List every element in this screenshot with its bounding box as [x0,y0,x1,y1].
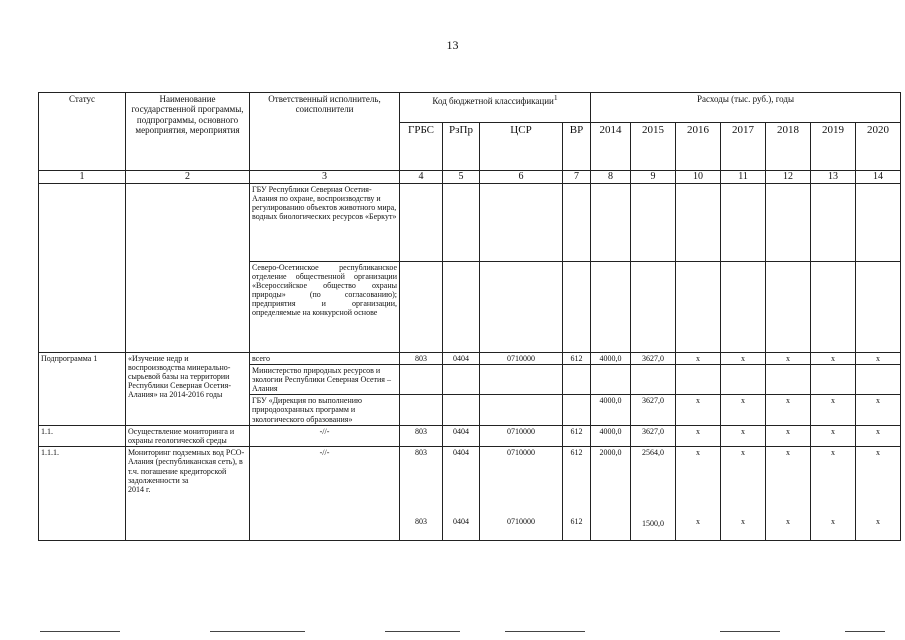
value-cell [811,364,856,395]
value-cell [591,364,631,395]
grbs-line1: 803 [415,448,427,458]
value-cell [631,261,676,352]
csr-cell: 0710000 [480,352,563,364]
item-status: 1.1. [39,425,126,446]
header-budget-code-label: Код бюджетной классификации [432,96,554,106]
table-row [39,447,901,541]
header-year-2015: 2015 [631,123,676,171]
value-cell [766,364,811,395]
value-2019: х [811,352,856,364]
csr-cell [480,447,563,541]
value-2016: х [676,395,721,426]
column-number: 4 [400,171,443,184]
csr-line2: 0710000 [507,517,535,527]
value-2016: х [676,352,721,364]
rzpr-cell [443,261,480,352]
header-year-2014: 2014 [591,123,631,171]
value-2018 [766,447,811,541]
vr-cell [563,261,591,352]
column-number: 14 [856,171,901,184]
grbs-cell [400,261,443,352]
value-cell [631,183,676,261]
value-cell [811,261,856,352]
executor-total: всего [250,352,400,364]
value-2017: х [721,425,766,446]
column-number: 6 [480,171,563,184]
header-grbs: ГРБС [400,123,443,171]
subprogram-name: «Изучение недр и воспроизводства минерально-сырьевой базы на территории Республики Северная Осетия-Алания» на 2014-2016 годы [126,352,250,425]
rzpr-line2: 0404 [453,517,469,527]
value-cell [766,183,811,261]
vr-line2: 612 [570,517,583,527]
status-cell [39,183,126,352]
rzpr-line1: 0404 [453,448,469,458]
column-numbers-row [39,171,901,184]
csr-cell: 0710000 [480,425,563,446]
value-cell [676,364,721,395]
grbs-cell [400,395,443,426]
table-row [39,425,901,446]
value-2018-line2: х [786,517,791,527]
rzpr-cell: 0404 [443,352,480,364]
value-2015: 3627,0 [631,395,676,426]
vr-cell [563,447,591,541]
value-2019: х [811,425,856,446]
header-rzpr: РзПр [443,123,480,171]
csr-cell [480,395,563,426]
value-2020-line2: х [876,517,881,527]
value-cell [766,261,811,352]
value-cell [591,183,631,261]
value-2016-line2: х [696,517,701,527]
header-budget-code [400,93,591,123]
value-cell [856,364,901,395]
value-cell [721,364,766,395]
value-cell [676,183,721,261]
value-2017-line2: х [741,517,746,527]
executor-vooop: Северо-Осетинское республиканское отделение общественной организации «Всероссийское общество охраны природы» (по согласованию); предприятия и организации, определяемые на конкурсной основе [250,261,400,352]
column-number: 5 [443,171,480,184]
value-2018-line1: х [786,448,791,458]
vr-cell: 612 [563,425,591,446]
value-2015 [631,447,676,541]
value-2019 [811,447,856,541]
value-2014-line1: 2000,0 [599,448,622,458]
header-program-name: Наименование государственной программы, подпрограммы, основного мероприятия, мероприятия [126,93,250,171]
csr-line1: 0710000 [507,448,535,458]
scan-line [210,631,305,632]
value-cell [631,364,676,395]
page-number: 13 [446,38,459,52]
value-2017 [721,447,766,541]
rzpr-cell [443,447,480,541]
budget-table [38,92,901,541]
value-2018: х [766,395,811,426]
value-2015-line2: 1500,0 [642,519,665,529]
executor-directorate: ГБУ «Дирекция по выполнению природоохранных программ и экологического образования» [250,395,400,426]
grbs-cell: 803 [400,352,443,364]
table-row [39,183,901,261]
item-name: Осуществление мониторинга и охраны геологической среды [126,425,250,446]
header-csr: ЦСР [480,123,563,171]
rzpr-cell [443,183,480,261]
value-cell [856,261,901,352]
value-2019-line2: х [831,517,836,527]
value-2014 [591,447,631,541]
value-2020: х [856,395,901,426]
column-number: 2 [126,171,250,184]
value-2017: х [721,352,766,364]
scan-line [505,631,585,632]
column-number: 1 [39,171,126,184]
value-2015-line1: 2564,0 [642,448,665,458]
value-2014: 4000,0 [591,395,631,426]
value-2016 [676,447,721,541]
header-year-2018: 2018 [766,123,811,171]
column-number: 13 [811,171,856,184]
column-number: 3 [250,171,400,184]
grbs-line2: 803 [415,517,427,527]
value-2020: х [856,352,901,364]
vr-cell [563,395,591,426]
item-name [126,447,250,541]
header-vr: ВР [563,123,591,171]
grbs-cell: 803 [400,425,443,446]
value-cell [676,261,721,352]
rzpr-cell [443,395,480,426]
grbs-cell [400,447,443,541]
executor-berkut: ГБУ Республики Северная Осетия-Алания по охране, воспроизводству и регулированию объектов животного мира, водных биологических ресурсов «Беркут» [250,183,400,261]
grbs-cell [400,183,443,261]
column-number: 10 [676,171,721,184]
value-2020-line1: х [876,448,881,458]
executor-same: -//- [250,425,400,446]
scan-line [845,631,885,632]
column-number: 9 [631,171,676,184]
value-2019-line1: х [831,448,836,458]
value-2018: х [766,352,811,364]
value-2020 [856,447,901,541]
value-2018: х [766,425,811,446]
header-year-2019: 2019 [811,123,856,171]
value-2015: 3627,0 [631,425,676,446]
value-cell [721,183,766,261]
column-number: 11 [721,171,766,184]
vr-line1: 612 [570,448,583,458]
value-cell [591,261,631,352]
value-2014: 4000,0 [591,425,631,446]
value-2016-line1: х [696,448,701,458]
value-2015: 3627,0 [631,352,676,364]
vr-cell [563,183,591,261]
item-status: 1.1.1. [39,447,126,541]
executor-same: -//- [250,447,400,541]
vr-cell [563,364,591,395]
name-cell [126,183,250,352]
vr-cell: 612 [563,352,591,364]
header-budget-code-footnote: 1 [553,93,558,102]
scan-line [720,631,780,632]
header-year-2016: 2016 [676,123,721,171]
value-cell [721,261,766,352]
column-number: 12 [766,171,811,184]
rzpr-cell [443,364,480,395]
item-name-part1: Мониторинг подземных вод РСО-Алания (республиканская сеть), в т.ч. погашение кредиторской задолженности за [128,448,245,485]
value-cell [856,183,901,261]
header-status: Статус [39,93,126,171]
grbs-cell [400,364,443,395]
value-cell [811,183,856,261]
header-year-2017: 2017 [721,123,766,171]
value-2020: х [856,425,901,446]
column-number: 8 [591,171,631,184]
scan-line [385,631,460,632]
csr-cell [480,364,563,395]
csr-cell [480,183,563,261]
item-name-part2: 2014 г. [128,484,151,494]
table-row [39,352,901,364]
value-2017: х [721,395,766,426]
header-executor: Ответственный исполнитель, соисполнители [250,93,400,171]
value-2014: 4000,0 [591,352,631,364]
subprogram-status: Подпрограмма 1 [39,352,126,425]
value-2019: х [811,395,856,426]
column-number: 7 [563,171,591,184]
scan-line [40,631,120,632]
header-year-2020: 2020 [856,123,901,171]
header-expenses: Расходы (тыс. руб.), годы [591,93,901,123]
value-2017-line1: х [741,448,746,458]
value-2016: х [676,425,721,446]
rzpr-cell: 0404 [443,425,480,446]
csr-cell [480,261,563,352]
executor-ministry: Министерство природных ресурсов и экологии Республики Северная Осетия – Алания [250,364,400,395]
